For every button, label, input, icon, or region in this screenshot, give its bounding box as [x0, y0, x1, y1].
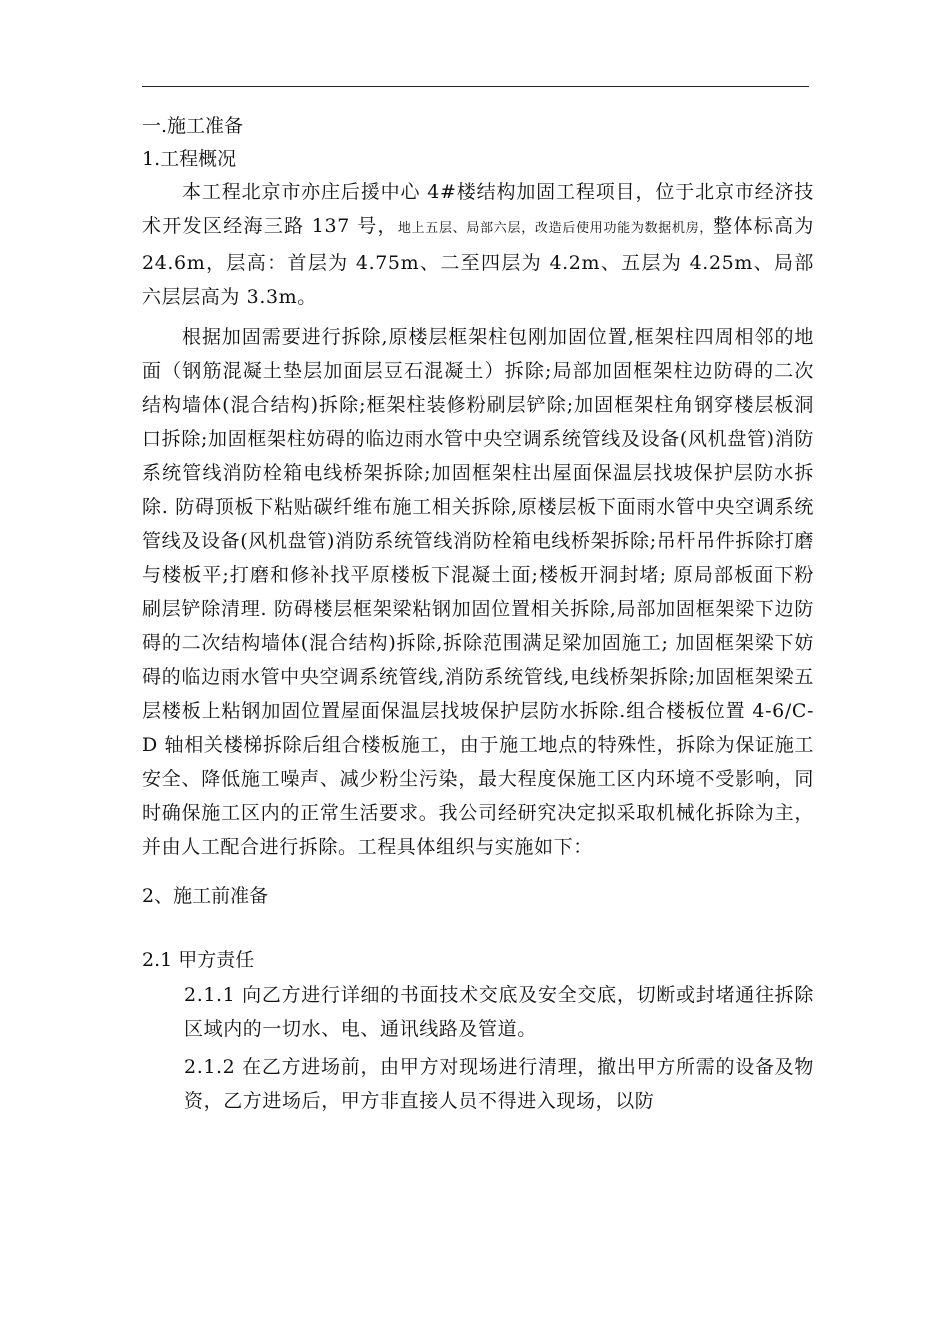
overview-text-a: 本工程北京市亦庄后援中心 4#楼结构加固工程项目，位于北京市经济技术开发区经海三路 137 号， [142, 181, 814, 237]
paragraph-demolition: 根据加固需要进行拆除,原楼层框架柱包刚加固位置,框架柱四周相邻的地面（钢筋混凝土垫层加面层豆石混凝土）拆除;局部加固框架柱边防碍的二次结构墙体(混合结构)拆除;框架柱装修粉刷层铲除;加固框架柱角钢穿楼层板洞口拆除;加固框架柱妨碍的临边雨水管中央空调系统管线及设备(风机盘管)消防系统管线消防栓箱电线桥架拆除;加固框架柱出屋面保温层找坡保护层防水拆除. 防碍顶板下粘贴碳纤维布施工相关拆除,原楼层板下面雨水管中央空调系统管线及设备(风机盘管)消防系统管线消防栓箱电线桥架拆除;吊杆吊件拆除打磨与楼板平;打磨和修补找平原楼板下混凝土面;楼板开洞封堵; 原局部板面下粉刷层铲除清理. 防碍楼层框架梁粘钢加固位置相关拆除,局部加固框架梁下边防碍的二次结构墙体(混合结构)拆除,拆除范围满足梁加固施工; 加固框架梁下妨碍的临边雨水管中央空调系统管线,消防系统管线,电线桥架拆除;加固框架梁五层楼板上粘钢加固位置屋面保温层找坡保护层防水拆除.组合楼板位置 4-6/C-D 轴相关楼梯拆除后组合楼板施工，由于施工地点的特殊性，拆除为保证施工安全、降低施工噪声、减少粉尘污染，最大程度保施工区内环境不受影响，同时确保施工区内的正常生活要求。我公司经研究决定拟采取机械化拆除为主，并由人工配合进行拆除。工程具体组织与实施如下： [142, 326, 814, 858]
item-2-1-2: 2.1.2 在乙方进场前，由甲方对现场进行清理，撤出甲方所需的设备及物资，乙方进场后，甲方非直接人员不得进入现场，以防 [184, 1056, 814, 1112]
header-rule [142, 86, 809, 87]
overview-text-small: 地上五层、局部六层，改造后使用功能为数据机房， [397, 221, 714, 236]
section-heading-2: 2、施工前准备 [142, 885, 269, 907]
overview-text-b: 整体标高为 24.6m，层高：首层为 4.75m、二至四层为 4.2m、五层为 4.25m、局部六层层高为 3.3m。 [142, 215, 814, 308]
document-body [142, 108, 814, 1118]
item-2-1-1: 2.1.1 向乙方进行详细的书面技术交底及安全交底，切断或封堵通往拆除区域内的一切水、电、通讯线路及管道。 [184, 984, 814, 1040]
section-heading-1: 一.施工准备 [142, 115, 244, 137]
section-heading-1-1: 1.工程概况 [142, 148, 237, 170]
paragraph-overview [142, 175, 814, 314]
section-heading-2-1: 2.1 甲方责任 [142, 949, 255, 971]
